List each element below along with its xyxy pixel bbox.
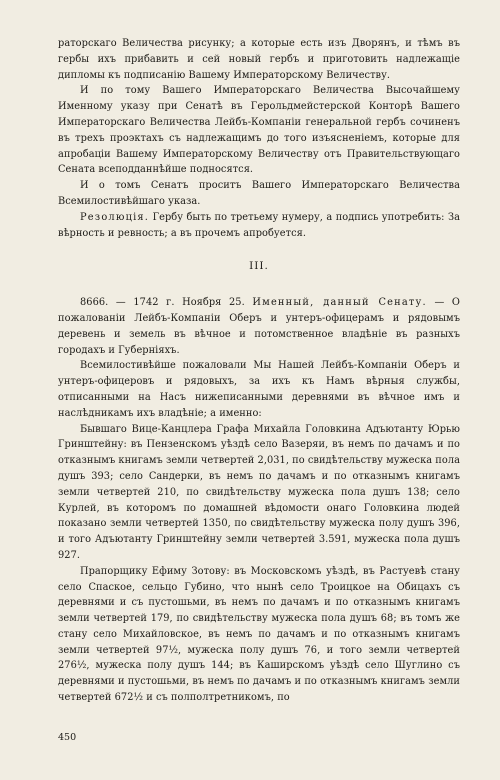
page-number: 450 — [58, 732, 77, 743]
decree-heading — [58, 295, 460, 358]
decree-title: — О пожалованіи Лейбъ-Компаніи Оберъ и унтеръ-офицерамъ и рядовымъ деревень и земель въ вѣчное и потомственное владѣніе въ разныхъ городахъ и Губерніяхъ. — [58, 297, 460, 356]
paragraph-senate-request: И о томъ Сенатъ проситъ Вашего Императорскаго Величества Всемилостивѣйшаго указа. — [58, 180, 460, 207]
decree-type: Именный, данный Сенату. — [252, 297, 427, 309]
paragraph-continuation: раторскаго Величества рисунку; а которые есть изъ Дворянъ, и тѣмъ въ гербы ихъ прибавить и сей новый гербъ и приготовить надлежащіе дипломы къ подписанію Вашему Императорскому Величеству. — [58, 38, 460, 81]
section-number: III. — [249, 260, 269, 273]
paragraph-grinshtein: Бывшаго Вице-Канцлера Графа Михайла Головкина Адъютанту Юрью Гринштейну: въ Пензенскомъ уѣздѣ село Вазеряи, въ немъ по дачамъ и по отказнымъ книгамъ земли четвертей 2,031, по свидѣтельству мужеска пола душъ 393; село Сандерки, въ немъ по дачамъ и по отказнымъ книгамъ земли четвертей 210, по свидѣтельству мужеска пола душъ 138; село Курлей, въ которомъ по домашней вѣдомости онаго Головкина людей показано земли четвертей 1350, по свидѣтельству мужеска полу душъ 396, и того Адъютанту Гринштейну земли четвертей 3.591, мужеска пола душъ 927. — [58, 423, 460, 561]
paragraph-conclusion: И по тому Вашего Императорскаго Величества Высочайшему Именному указу при Сенатѣ въ Герольдмейстерской Конторѣ Вашего Императорскаго Величества Лейбъ-Компаніи генеральной гербъ сочиненъ въ трехъ проэктахъ съ надлежащимъ до того изъясненіемъ, которые для апробаціи Вашему Императорскому Величеству отъ Правительствующаго Сената всеподданнѣйше подносятся. — [58, 85, 460, 176]
paragraph-zotov: Прапорщику Ефиму Зотову: въ Московскомъ уѣздѣ, въ Растуевѣ стану село Спаское, сельцо Губино, что нынѣ село Троицкое на Обицахъ съ деревнями и съ пустошьми, въ немъ по дачамъ и по отказнымъ книгамъ земли четвертей 179, по свидѣтельству мужеска пола душъ 68; въ томъ же стану село Михайловское, въ немъ по дачамъ и по отказнымъ книгамъ земли четвертей 97½, мужеска полу душъ 76, и того земли четвертей 276½, мужеска полу душъ 144; въ Каширскомъ уѣздѣ село Шуглино съ деревнями и пустошьми, въ немъ по дачамъ и по отказнымъ книгамъ земли четвертей 672½ и съ полполтретникомъ, по — [58, 565, 460, 704]
page-text — [58, 36, 460, 706]
paragraph-grant: Всемилостивѣйше пожаловали Мы Нашей Лейбъ-Компаніи Оберъ и унтеръ-офицеровъ и рядовыхъ, за ихъ къ Намъ вѣрныя службы, отписанными на Насъ нижеписанными деревнями въ вѣчное имъ и наслѣдникамъ ихъ владѣніе; а именно: — [58, 360, 460, 419]
resolution-paragraph — [58, 210, 460, 242]
decree-date: — 1742 г. Ноября 25. — [115, 297, 245, 309]
resolution-label: Резолюція. — [80, 211, 150, 223]
resolution-text: Гербу быть по третьему нумеру, а подпись употребить: За вѣрность и ревность; а въ прочемъ апробуется. — [58, 211, 460, 239]
decree-number: 8666. — [80, 297, 109, 309]
